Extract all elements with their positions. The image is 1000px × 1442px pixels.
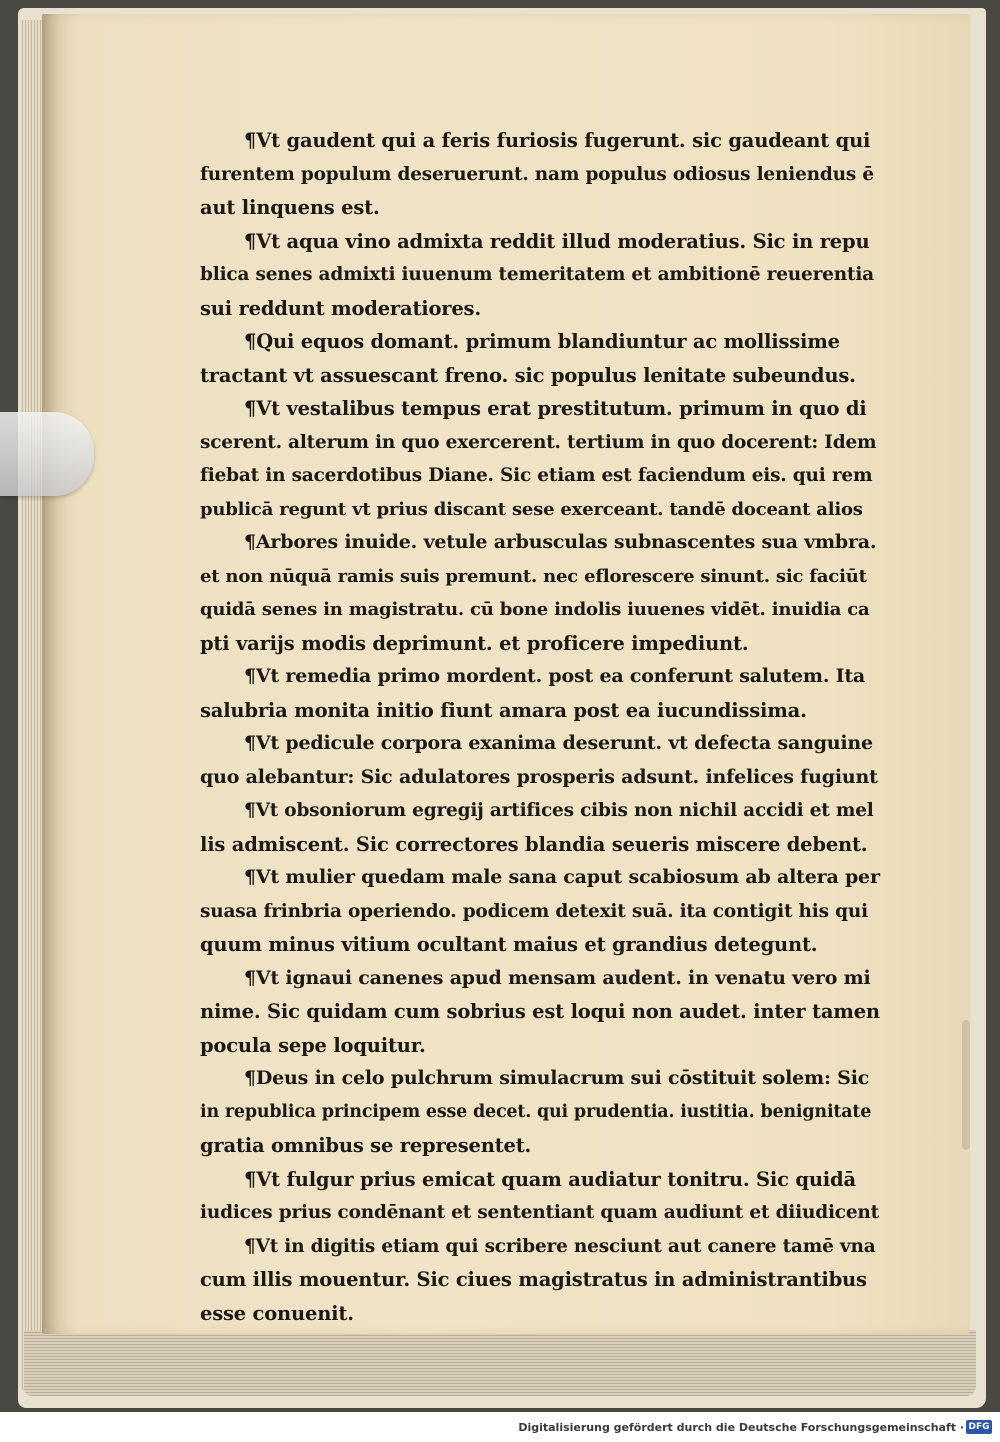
text-line: fiebat in sacerdotibus Diane. Sic etiam est faciendum eis. qui rem — [200, 465, 873, 486]
text-line: iudices prius condēnant et sententiant quam audiunt et diiudicent — [200, 1202, 880, 1223]
page-stack-edge — [20, 20, 42, 1390]
text-line: ¶Qui equos domant. primum blandiuntur ac mollissime — [244, 330, 840, 353]
dfg-logo-icon: DFG — [966, 1420, 992, 1434]
text-line: ¶Vt in digitis etiam qui scribere nesciunt aut canere tamē vna — [244, 1235, 876, 1257]
text-line: quum minus vitium ocultant maius et grandius detegunt. — [200, 933, 818, 956]
text-line: pocula sepe loquitur. — [200, 1033, 426, 1057]
text-line: quo alebantur: Sic adulatores prosperis adsunt. infelices fugiunt — [200, 765, 878, 788]
text-line: suasa frinbria operiendo. podicem detexit suā. ita contigit his qui — [200, 900, 868, 922]
text-line: quidā senes in magistratu. cū bone indolis iuuenes vidēt. inuidia ca — [200, 599, 870, 620]
text-line: ¶Vt remedia primo mordent. post ea conferunt salutem. Ita — [244, 665, 866, 687]
text-line: ¶Vt gaudent qui a feris furiosis fugerunt. sic gaudeant qui — [244, 129, 871, 152]
page-margin-mark — [962, 1020, 970, 1150]
text-line: sui reddunt moderatiores. — [200, 296, 481, 320]
text-line: furentem populum deseruerunt. nam populus odiosus leniendus ē — [200, 163, 874, 185]
text-line: gratia omnibus se representet. — [200, 1134, 532, 1157]
text-line: ¶Arbores inuide. vetule arbusculas subnascentes sua vmbra. — [244, 531, 877, 553]
text-line: blica senes admixti iuuenum temeritatem et ambitionē reuerentia — [200, 264, 874, 285]
text-line: salubria monita initio fiunt amara post ea iucundissima. — [200, 698, 807, 722]
page-clip — [0, 412, 94, 496]
text-line: ¶Vt ignaui canenes apud mensam audent. in venatu vero mi — [244, 966, 871, 989]
text-line: nime. Sic quidam cum sobrius est loqui non audet. inter tamen — [200, 1000, 880, 1023]
text-line: ¶Vt vestalibus tempus erat prestitutum. primum in quo di — [244, 397, 867, 420]
text-line: in republica principem esse decet. qui prudentia. iustitia. benignitate — [200, 1101, 872, 1122]
page-text-block — [200, 124, 880, 1330]
text-line: ¶Vt pedicule corpora exanima deserunt. vt defecta sanguine — [244, 732, 873, 754]
footer-credit-text: Digitalisierung gefördert durch die Deutsche Forschungsgemeinschaft · — [518, 1421, 964, 1434]
text-line: publicā regunt vt prius discant sese exerceant. tandē doceant alios — [200, 498, 863, 520]
text-line: esse conuenit. — [200, 1301, 354, 1325]
text-line: tractant vt assuescant freno. sic populus lenitate subeundus. — [200, 363, 856, 387]
text-line: aut linquens est. — [200, 196, 380, 219]
text-line: pti varijs modis deprimunt. et proficere impediunt. — [200, 631, 749, 655]
footer-bar — [0, 1412, 1000, 1442]
text-line: lis admiscent. Sic correctores blandia seueris miscere debent. — [200, 832, 868, 856]
text-line: ¶Deus in celo pulchrum simulacrum sui cōstituit solem: Sic — [244, 1067, 870, 1089]
text-line: ¶Vt obsoniorum egregij artifices cibis non nichil accidi et mel — [244, 800, 874, 821]
text-line: cum illis mouentur. Sic ciues magistratus in administrantibus — [200, 1268, 867, 1291]
bottom-page-edges — [24, 1330, 976, 1396]
text-line: et non nūquā ramis suis premunt. nec eflorescere sinunt. sic faciūt — [200, 565, 867, 587]
text-line: ¶Vt aqua vino admixta reddit illud moderatius. Sic in repu — [244, 229, 870, 253]
text-line: scerent. alterum in quo exercerent. tertium in quo docerent: Idem — [200, 431, 877, 453]
text-line: ¶Vt fulgur prius emicat quam audiatur tonitru. Sic quidā — [244, 1167, 856, 1191]
text-line: ¶Vt mulier quedam male sana caput scabiosum ab altera per — [244, 866, 880, 888]
